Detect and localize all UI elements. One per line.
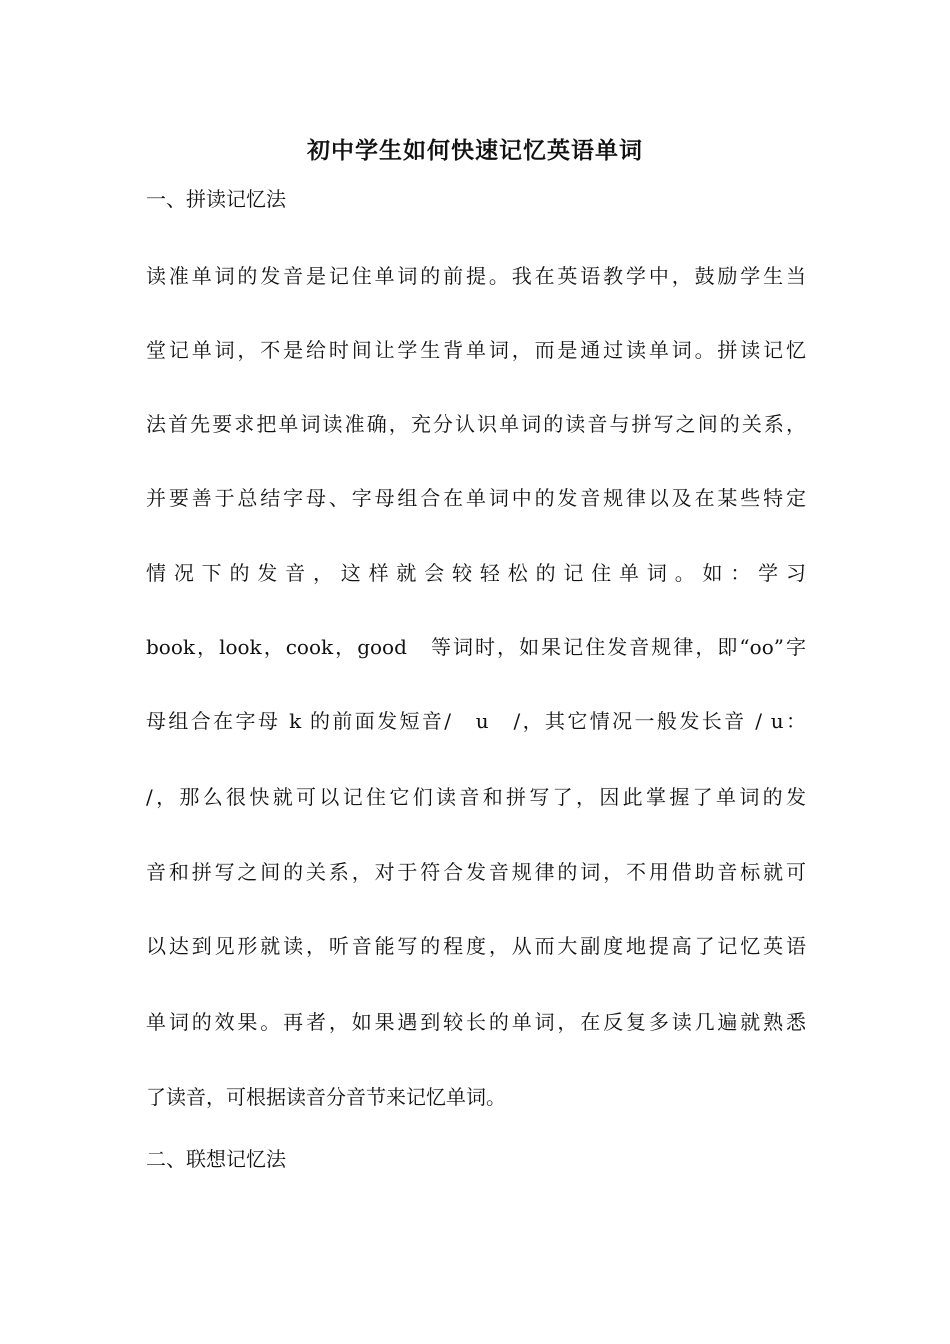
document-title: 初中学生如何快速记忆英语单词 <box>307 137 643 164</box>
paragraph-line: 母组合在字母 k 的前面发短音/ u /，其它情况一般发长音 / u： <box>146 709 806 733</box>
paragraph-line: 并要善于总结字母、字母组合在单词中的发音规律以及在某些特定 <box>146 486 806 510</box>
paragraph-line: 了读音，可根据读音分音节来记忆单词。 <box>146 1085 506 1109</box>
paragraph-line: book，look，cook，good 等词时，如果记住发音规律，即“oo”字 <box>146 635 806 659</box>
paragraph-line: /，那么很快就可以记住它们读音和拼写了，因此掌握了单词的发 <box>146 785 806 809</box>
paragraph-line: 以达到见形就读，听音能写的程度，从而大副度地提高了记忆英语 <box>146 934 806 958</box>
section-heading-2: 二、联想记忆法 <box>146 1147 286 1171</box>
paragraph-line: 读准单词的发音是记住单词的前提。我在英语教学中，鼓励学生当 <box>146 264 806 288</box>
paragraph-line: 单词的效果。再者，如果遇到较长的单词，在反复多读几遍就熟悉 <box>146 1010 806 1034</box>
paragraph-line: 法首先要求把单词读准确，充分认识单词的读音与拼写之间的关系， <box>146 412 806 436</box>
paragraph-line: 堂记单词，不是给时间让学生背单词，而是通过读单词。拼读记忆 <box>146 338 806 362</box>
paragraph-line: 情况下的发音，这样就会较轻松的记住单词。如：学习 <box>146 561 806 585</box>
paragraph-line: 音和拼写之间的关系，对于符合发音规律的词，不用借助音标就可 <box>146 860 806 884</box>
section-heading-1: 一、拼读记忆法 <box>146 187 286 211</box>
